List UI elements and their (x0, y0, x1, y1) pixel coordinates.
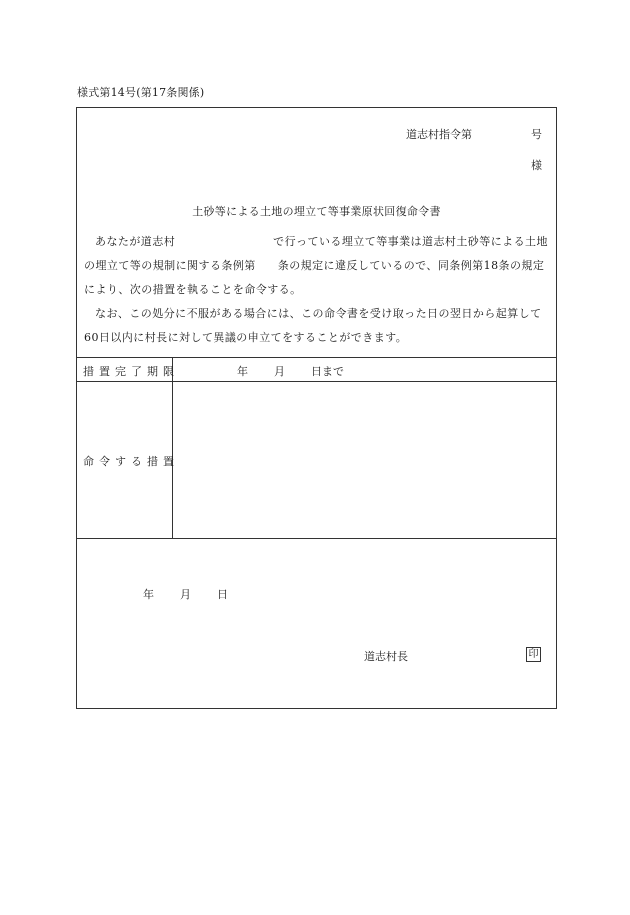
measures-label: 命令する措置 (83, 455, 179, 468)
order-number-label: 道志村指令第 (406, 128, 472, 141)
table-top-rule (77, 357, 556, 358)
seal-mark: 印 (526, 647, 541, 662)
deadline-row-rule (77, 381, 556, 382)
mayor-title: 道志村長 (364, 650, 408, 663)
form-number-label: 様式第14号(第17条関係) (77, 86, 205, 99)
issue-date-year: 年 (143, 588, 154, 601)
body-paragraph-1 (84, 230, 549, 302)
order-number-suffix: 号 (531, 128, 542, 141)
body-p1-part1: あなたが道志村 (95, 235, 176, 248)
issue-date-month: 月 (180, 588, 191, 601)
body-p1-part2: で行っている埋立て等事業は道志村土砂等による土地の埋立て等の規制に関する条例第 (84, 235, 548, 272)
body-p1-part3: 条の規定に違反しているので、同条例第18条の規定により、次の措置を執ることを命令する。 (84, 259, 545, 296)
order-form-frame (76, 107, 557, 709)
issue-date (143, 586, 228, 602)
deadline-year: 年 (237, 365, 248, 378)
issue-date-day: 日 (217, 588, 228, 601)
deadline-value (237, 363, 344, 379)
table-bottom-rule (77, 538, 556, 539)
addressee-honorific: 様 (531, 159, 542, 172)
order-body (84, 230, 549, 350)
deadline-month: 月 (274, 365, 285, 378)
deadline-day-until: 日まで (311, 365, 344, 378)
document-title: 土砂等による土地の埋立て等事業原状回復命令書 (192, 205, 441, 218)
body-paragraph-2: なお、この処分に不服がある場合には、この命令書を受け取った日の翌日から起算して60日以内に村長に対して異議の申立てをすることができます。 (84, 307, 542, 344)
deadline-label: 措置完了期限 (83, 365, 179, 378)
table-column-rule (172, 357, 173, 538)
